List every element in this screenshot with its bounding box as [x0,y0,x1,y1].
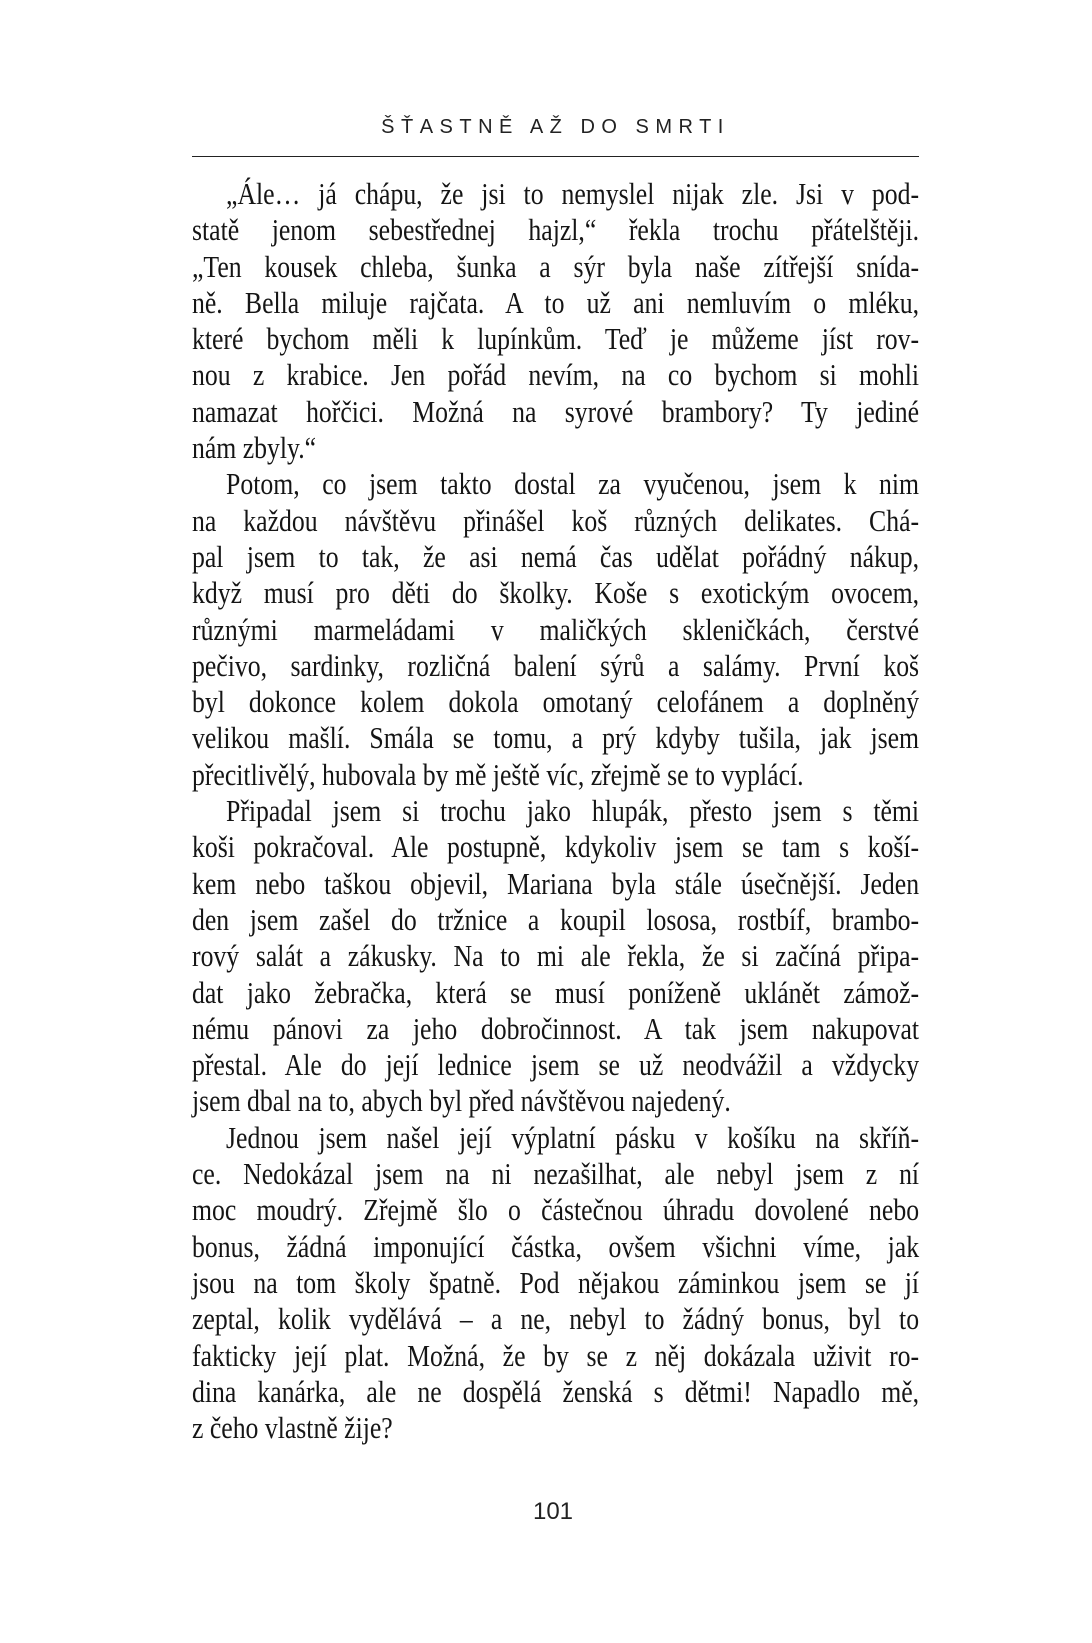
text-line: velikou mašlí. Smála se tomu, a prý kdyby tušila, jak jsem [192,720,920,756]
text-line: „Ten kousek chleba, šunka a sýr byla naše zítřejší snída- [192,248,920,284]
text-line: různými marmeládami v maličkých skleničkách, čerstvé [192,611,920,647]
paragraph [192,466,919,793]
text-line: jsou na tom školy špatně. Pod nějakou záminkou jsem se jí [192,1264,920,1300]
text-line: den jsem zašel do tržnice a koupil lososa, rostbíf, brambo- [192,901,920,937]
text-line: nou z krabice. Jen pořád nevím, na co bychom si mohli [192,357,920,393]
text-line: moc moudrý. Zřejmě šlo o částečnou úhradu dovolené nebo [192,1192,920,1228]
text-line: namazat hořčici. Možná na syrové brambory? Ty jediné [192,393,920,429]
text-line: koši pokračoval. Ale postupně, kdykoliv jsem se tam s koší- [192,829,920,865]
text-line: když musí pro děti do školky. Koše s exotickým ovocem, [192,575,920,611]
paragraph [192,793,919,1120]
text-line: nám zbyly.“ [192,430,317,466]
text-line: ně. Bella miluje rajčata. A to už ani nemluvím o mléku, [192,284,920,320]
text-line: ce. Nedokázal jsem na ni nezašilhat, ale nebyl jsem z ní [192,1156,920,1192]
text-line: fakticky její plat. Možná, že by se z něj dokázala uživit ro- [192,1337,920,1373]
text-line: z čeho vlastně žije? [192,1410,393,1446]
text-line: jsem dbal na to, abych byl před návštěvou najedený. [192,1083,731,1119]
text-line: bonus, žádná imponující částka, ovšem všichni víme, jak [192,1228,920,1264]
text-line: kem nebo taškou objevil, Mariana byla stále úsečnější. Jeden [192,865,920,901]
header-rule [192,156,919,157]
text-line: pečivo, sardinky, rozličná balení sýrů a salámy. První koš [192,647,920,683]
text-line: statě jenom sebestřednej hajzl,“ řekla trochu přátelštěji. [192,212,920,248]
text-line: Připadal jsem si trochu jako hlupák, přesto jsem s těmi [226,793,920,829]
text-line: Potom, co jsem takto dostal za vyučenou, jsem k nim [226,466,920,502]
text-line: na každou návštěvu přinášel koš různých delikates. Chá- [192,502,920,538]
body-text [192,176,919,1446]
text-line: Jednou jsem našel její výplatní pásku v košíku na skříň- [226,1119,920,1155]
text-line: které bychom měli k lupínkům. Teď je můžeme jíst rov- [192,321,920,357]
text-line: dina kanárka, ale ne dospělá ženská s dětmi! Napadlo mě, [192,1373,920,1409]
text-line: přecitlivělý, hubovala by mě ještě víc, zřejmě se to vyplácí. [192,756,804,792]
paragraph [192,1120,919,1447]
text-line: „Ále… já chápu, že jsi to nemyslel nijak zle. Jsi v pod- [226,176,920,211]
text-line: zeptal, kolik vydělává – a ne, nebyl to žádný bonus, byl to [192,1301,920,1337]
text-line: pal jsem to tak, že asi nemá čas udělat pořádný nákup, [192,538,920,574]
text-line: přestal. Ale do její lednice jsem se už neodvážil a vždycky [192,1047,920,1083]
text-line: nému pánovi za jeho dobročinnost. A tak jsem nakupovat [192,1010,920,1046]
paragraph [192,176,919,466]
running-head: ŠŤASTNĚ AŽ DO SMRTI [381,116,730,138]
page-number: 101 [532,1498,574,1525]
text-line: byl dokonce kolem dokola omotaný celofánem a doplněný [192,684,920,720]
text-line: dat jako žebračka, která se musí poníženě uklánět zámož- [192,974,920,1010]
text-line: rový salát a zákusky. Na to mi ale řekla, že si začíná připa- [192,938,920,974]
